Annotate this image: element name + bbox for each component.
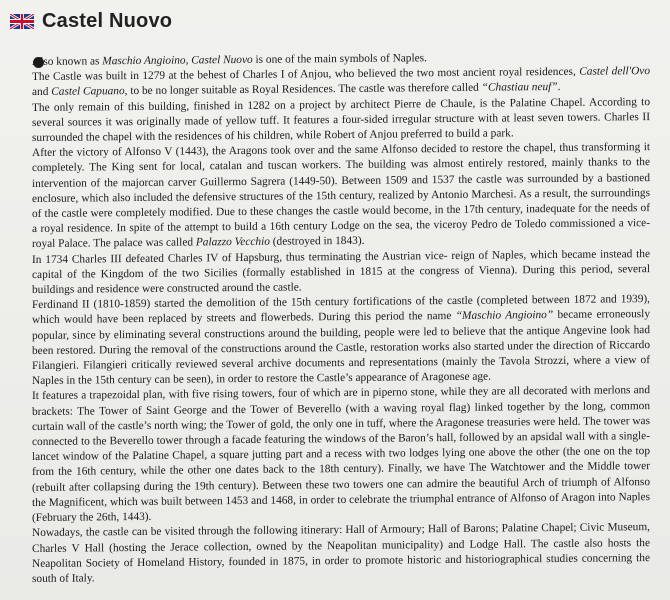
italic-name: Palazzo Vecchio [195,236,270,249]
text-run: . [557,81,561,94]
italic-name: “Chastiau neuf” [481,81,558,95]
text-run: The Castle was built in 1279 at the behest of Charles I of Anjou, who believed the two most ancient royal residences, [32,65,580,84]
paragraph-5: In 1734 Charles III defeated Charles IV of Hapsburg, thus terminating the Austrian vice- reign of Naples, which became instead the capital of the Kingdom of the two Sicilies (formally established in 1815 at the congress of Vienna). During this period, several buildings and residence were constructed around the castle. [32,247,650,297]
text-run: Also known as [32,55,103,68]
text-run: After the victory of Alfonso V (1443), the Aragons took over and the same Alfonso decided to restore the chapel, thus transforming it completely. The King sent for local, catalan and tuscan workers. The building was almost entirely restored, mainly thanks to the intervention of the majorcan carver Guillermo Sagrera (1449-50). Between 1509 and 1537 the castle was surrounded by a bastioned enclosure, which also included the defensive structures of the 15th century, realized by Antonio Marchesi. As a result, the surroundings of the castle were completely modified. Due to these changes the castle would become, in the 17th century, inadequate for the needs of a royal residence. In spite of the attempt to build a 16th century Lodge on the sea, the viceroy Pedro de Toledo commissioned a vice-royal Palace. The palace was called [32,141,650,251]
paragraph-3: The only remain of this building, finished in 1282 on a project by architect Pierre de Chaule, is the Palatine Chapel. According to several sources it was originally made of yellow tuff. It features a four-sided irregular structure with at least seven towers. Charles II surrounded the chapel with the residences of his children, while Robert of Anjou preferred to build a park. [32,95,650,145]
italic-name: Maschio Angioino, Castel Nuovo [102,53,253,68]
paragraph-7: It features a trapezoidal plan, with five rising towers, four of which are in piperno stone, while they are all decorated with merlons and brackets: The Tower of Saint George and the Tower of Beverello (with a waving royal flag) linked together by the long, common curtain wall of the castle’s north wing; the Tower of gold, the only one in tuff, where the Aragonese treasuries were held. The tower was connected to the Beverello tower through a facade featuring the windows of the Baron’s hall, followed by an apsidal wall with a single-lancet window of the Palatine Chapel, a square jutting part and a recess with two lodges lying one above the other (the one on the top from the 16th century, while the other one dates back to the 18th century). Finally, we have The Watchtower and the Middle tower (rebuilt after collapsing during the 19th century). Between these two towers one can admire the beautiful Arch of triumph of Alfonso the Magnificent, which was built between 1453 and 1468, in order to celebrate the triumphal entrance of Alfonso of Aragon into Naples (February the 26th, 1443). [32,384,650,525]
paragraph-6 [32,292,650,389]
italic-name: “Maschio Angioino” [455,309,554,323]
text-run: and [32,86,52,99]
article-body [32,49,650,587]
uk-flag-icon [10,14,34,29]
page-title: Castel Nuovo [42,10,173,32]
text-run: (destroyed in 1843). [269,235,365,249]
text-run: became erroneously popular, since by eliminating several constructions around the building, people were led to believe that the antique Angevine look had been restored. During the removal of the constructions around the Castle, restoration works also started under the direction of Riccardo Filangieri. Filangieri critically reviewed several archive documents and representations (mainly the Tavola Strozzi, where a view of Naples in the 15th century can be seen), in order to restore the Castle’s appearance of Aragonese age. [32,308,650,388]
text-run: is one of the main symbols of Naples. [252,52,427,66]
text-run: Ferdinand II (1810-1859) started the demolition of the 15th century fortifications of the castle (completed between 1872 and 1939), which would have been replaced by streets and flowerbeds. During this period the name [32,293,650,327]
text-run: , to be no longer suitable as Royal Residences. The castle was therefore called [124,82,482,98]
paragraph-8: Nowadays, the castle can be visited through the following itinerary: Hall of Armoury; Hall of Barons; Palatine Chapel; Civic Museum, Charles V Hall (hosting the Jerace collection, owned by the Neapolitan municipality) and Lodge Hall. The castle also hosts the Neapolitan Society of Homeland History, founded in 1875, in order to promote historic and historiographical studies concerning the south of Italy. [32,521,650,585]
italic-name: Castel dell'Ovo [579,65,650,78]
header [10,10,650,33]
paragraph-4 [32,140,650,252]
italic-name: Castel Capuano [51,85,125,99]
